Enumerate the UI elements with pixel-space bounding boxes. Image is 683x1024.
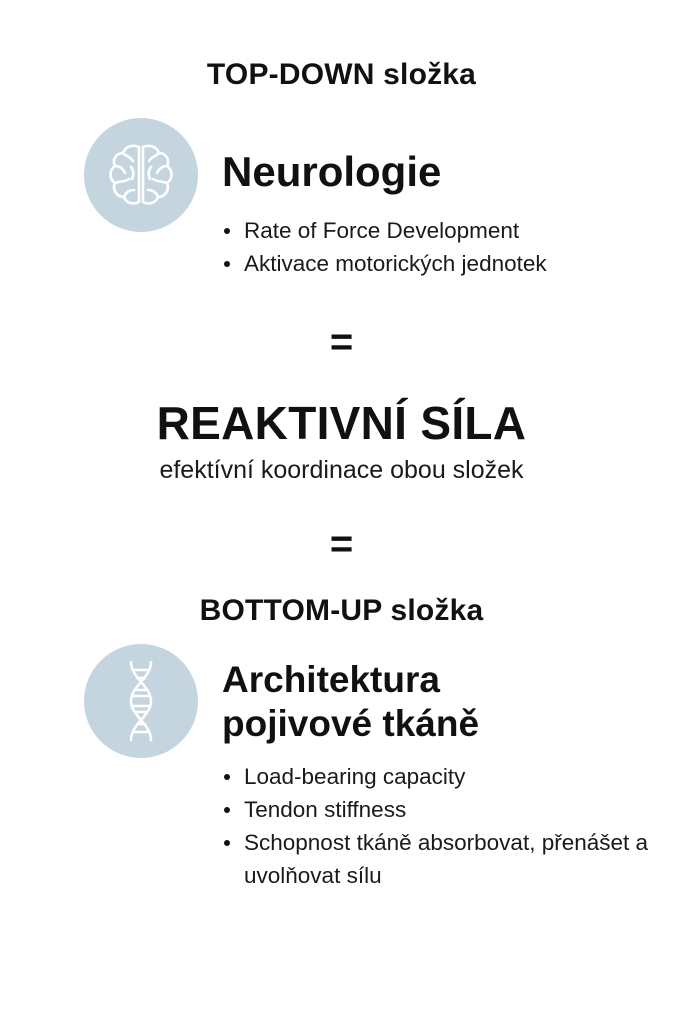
main-title: REAKTIVNÍ SÍLA <box>156 397 527 449</box>
dna-icon <box>101 656 181 746</box>
brain-icon <box>101 135 181 215</box>
top-down-label: TOP-DOWN složka <box>206 58 477 91</box>
architecture-heading-line-1: Architektura <box>222 659 440 700</box>
brain-icon-circle <box>84 118 198 232</box>
equals-sign-bottom: = <box>329 522 354 566</box>
architecture-bullet-list <box>222 760 662 892</box>
architecture-heading-line-2: pojivové tkáně <box>222 703 480 744</box>
neurology-bullet-list <box>222 214 547 280</box>
list-item: Rate of Force Development <box>222 214 547 247</box>
list-item: Tendon stiffness <box>222 793 662 826</box>
list-item: Schopnost tkáně absorbovat, přenášet a uvolňovat sílu <box>222 826 662 892</box>
dna-icon-circle <box>84 644 198 758</box>
equals-sign-top: = <box>329 320 354 364</box>
architecture-heading <box>222 658 479 746</box>
neurology-heading: Neurologie <box>222 148 442 195</box>
main-subtitle: efektívní koordinace obou složek <box>159 456 524 484</box>
list-item: Aktivace motorických jednotek <box>222 247 547 280</box>
bottom-up-label: BOTTOM-UP složka <box>199 594 484 627</box>
list-item: Load-bearing capacity <box>222 760 662 793</box>
